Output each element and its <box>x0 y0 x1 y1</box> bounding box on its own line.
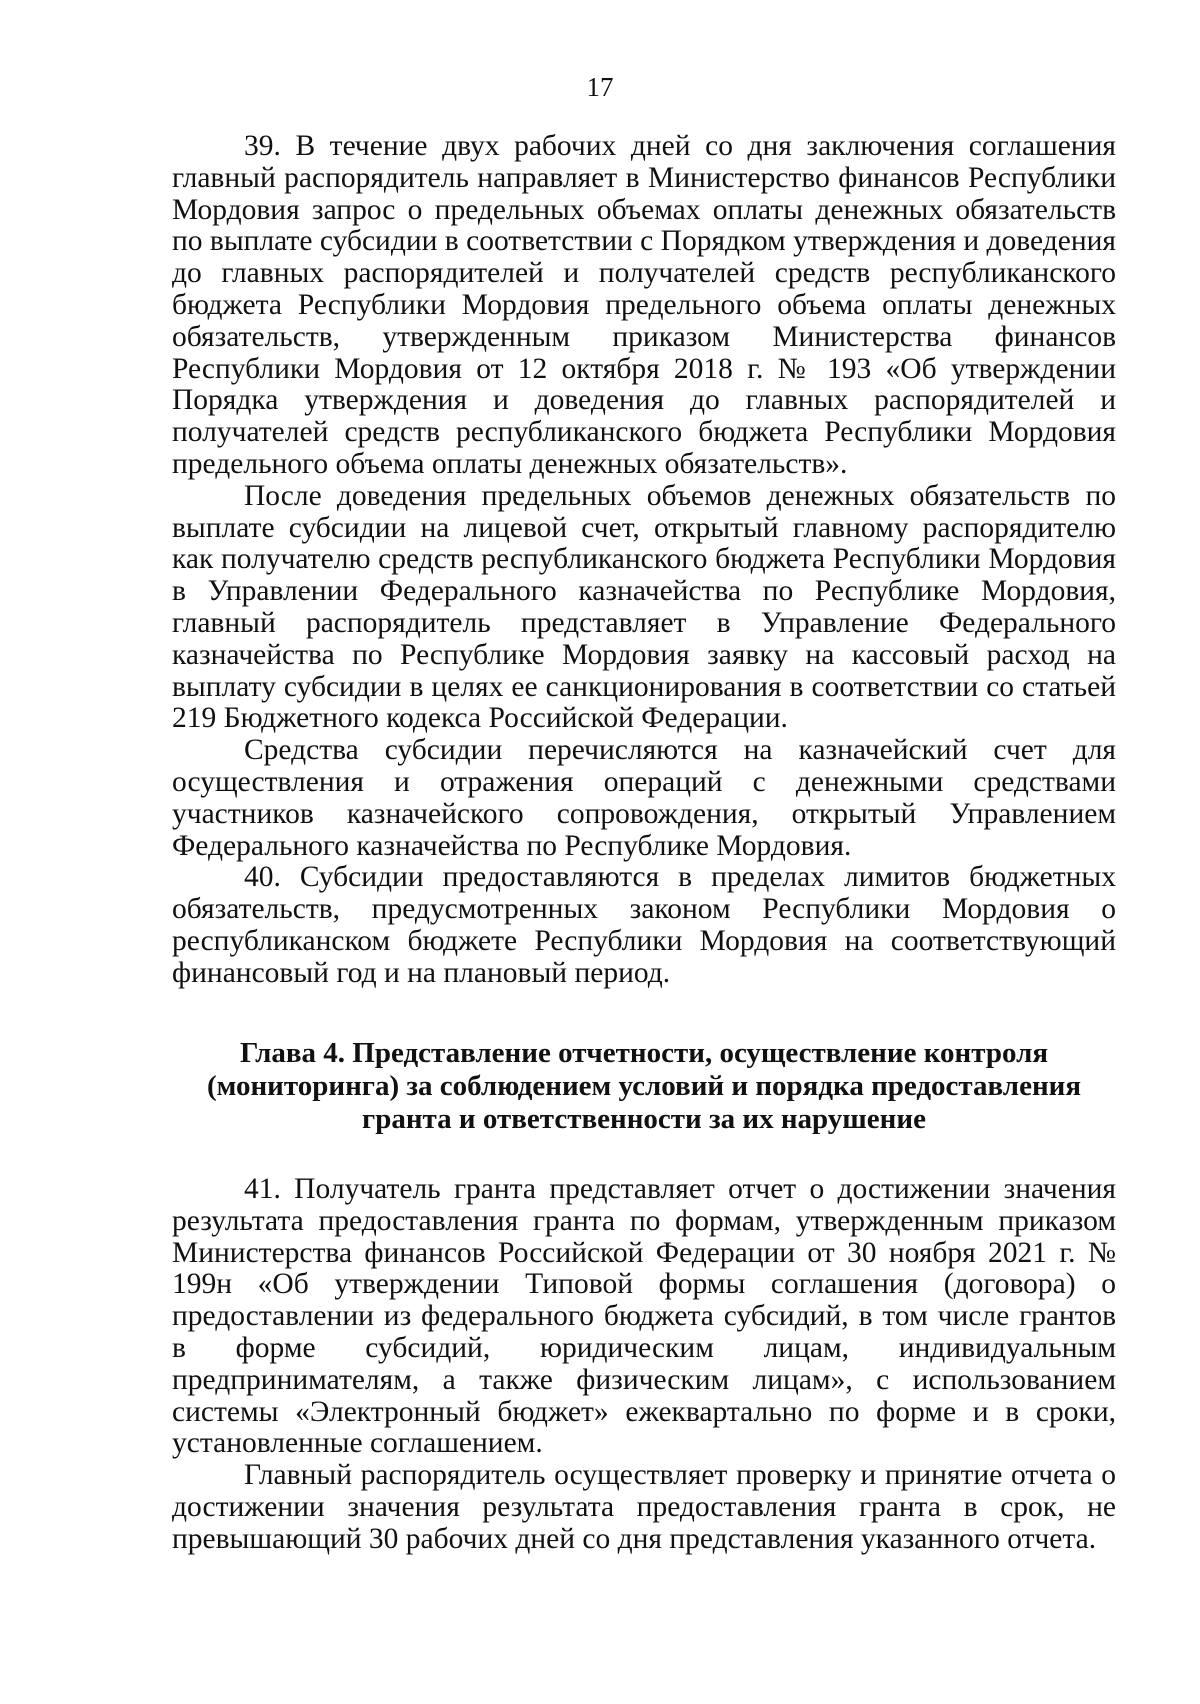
body-text-top <box>172 131 1116 990</box>
chapter-heading <box>172 1037 1116 1136</box>
chapter-heading-line: (мониторинга) за соблюдением условий и порядка предоставления <box>206 1070 1082 1102</box>
paragraph-report-check: Главный распорядитель осуществляет проверку и принятие отчета о достижении значения результата предоставления гранта в срок, не превышающий 30 рабочих дней со дня представления указанного отчета. <box>172 1459 1116 1555</box>
page-number: 17 <box>586 72 614 102</box>
paragraph-limits-delivery: После доведения предельных объемов денежных обязательств по выплате субсидии на лицевой счет, открытый главному распорядителю как получателю средств республиканского бюджета Республики Мордовия в Управлении Федерального казначейства по Республике Мордовия, главный распорядитель представляет в Управление Федерального казначейства по Республике Мордовия заявку на кассовый расход на выплату субсидии в целях ее санкционирования в соответствии со статьей 219 Бюджетного кодекса Российской Федерации. <box>172 479 1116 735</box>
body-text-bottom <box>172 1174 1116 1556</box>
paragraph-41: 41. Получатель гранта представляет отчет о достижении значения результата предоставления гранта по формам, утвержденным приказом Министерства финансов Российской Федерации от 30 ноября 2021 г. № 199н «Об утверждении Типовой формы соглашения (договора) о предоставлении из федерального бюджета субсидий, в том числе грантов в форме субсидий, юридическим лицам, индивидуальным предпринимателям, а также физическим лицам», с использованием системы «Электронный бюджет» ежеквартально по форме и в сроки, установленные соглашением. <box>172 1173 1116 1460</box>
paragraph-39: 39. В течение двух рабочих дней со дня заключения соглашения главный распорядитель направляет в Министерство финансов Республики Мордовия запрос о предельных объемах оплаты денежных обязательств по выплате субсидии в соответствии с Порядком утверждения и доведения до главных распорядителей и получателей средств республиканского бюджета Республики Мордовия предельного объема оплаты денежных обязательств, утвержденным приказом Министерства финансов Республики Мордовия от 12 октября 2018 г. № 193 «Об утверждении Порядка утверждения и доведения до главных распорядителей и получателей средств республиканского бюджета Республики Мордовия предельного объема оплаты денежных обязательств». <box>172 130 1116 480</box>
paragraph-subsidy-transfer: Средства субсидии перечисляются на казначейский счет для осуществления и отражения операций с денежными средствами участников казначейского сопровождения, открытый Управлением Федерального казначейства по Республике Мордовия. <box>172 734 1116 862</box>
paragraph-40: 40. Субсидии предоставляются в пределах лимитов бюджетных обязательств, предусмотренных законом Республики Мордовия о республиканском бюджете Республики Мордовия на соответствующий финансовый год и на плановый период. <box>172 861 1116 989</box>
chapter-heading-line: Глава 4. Представление отчетности, осуществление контроля <box>239 1037 1049 1069</box>
chapter-heading-line: гранта и ответственности за их нарушение <box>362 1103 926 1135</box>
